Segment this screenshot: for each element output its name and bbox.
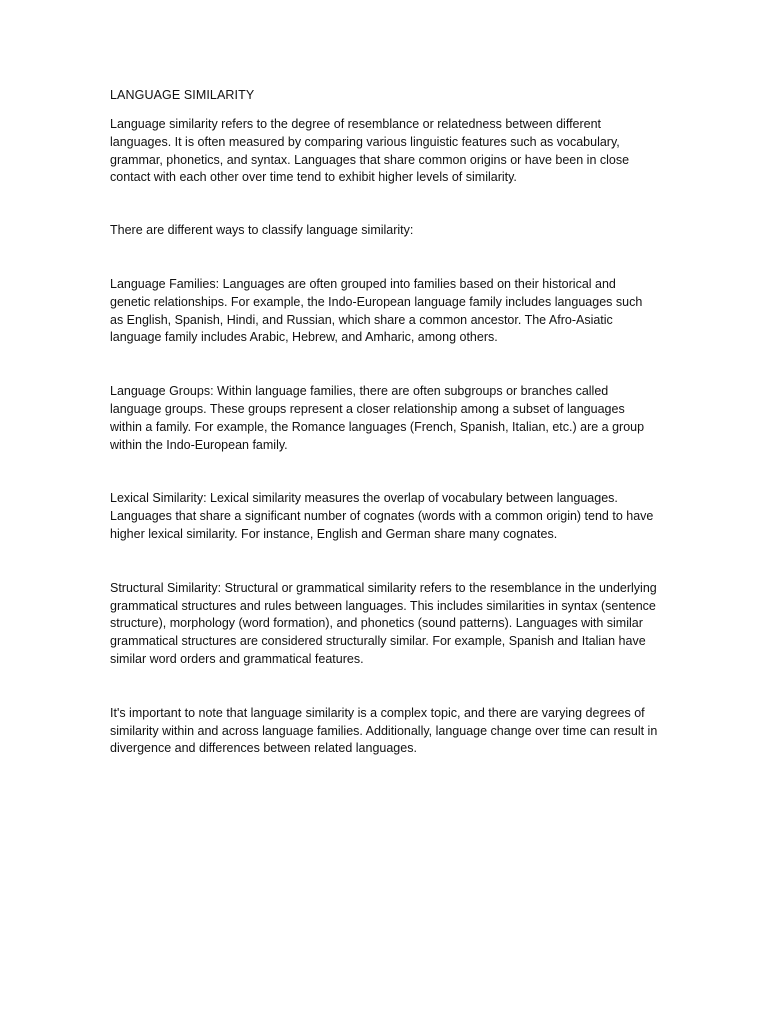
paragraph-spacer [110,347,658,383]
paragraph-conclusion: It's important to note that language similarity is a complex topic, and there are varying degrees of similarity within and across language families. Additionally, language change over time can result in divergence and differences between related languages. [110,705,658,756]
paragraph-intro: Language similarity refers to the degree of resemblance or relatedness between different languages. It is often measured by comparing various linguistic features such as vocabulary, grammar, phonetics, and syntax. Languages that share common origins or have been in close contact with each other over time tend to exhibit higher levels of similarity. [110,117,630,185]
paragraph-spacer [110,240,658,276]
paragraph-spacer [110,454,658,490]
paragraph-classify: There are different ways to classify language similarity: [110,223,414,238]
paragraph-spacer [110,544,658,580]
paragraph-spacer [110,187,658,222]
paragraph-language-families: Language Families: Languages are often grouped into families based on their historical and genetic relationships. For example, the Indo-European language family includes languages such as English, Spanish, Hindi, and Russian, which share a common ancestor. The Afro-Asiatic language family includes Arabic, Hebrew, and Amharic, among others. [110,276,643,345]
paragraph-language-groups: Language Groups: Within language families, there are often subgroups or branches called language groups. These groups represent a closer relationship among a subset of languages within a family. For example, the Romance languages (French, Spanish, Italian, etc.) are a group within the Indo-European family. [110,384,645,452]
document-body [110,86,658,758]
paragraph-spacer [110,669,658,705]
document-title: LANGUAGE SIMILARITY [110,88,255,102]
paragraph-lexical-similarity: Lexical Similarity: Lexical similarity measures the overlap of vocabulary between languages. Languages that share a significant number of cognates (words with a common origin) tend to have higher lexical similarity. For instance, English and German share many cognates. [110,491,654,541]
paragraph-structural-similarity: Structural Similarity: Structural or grammatical similarity refers to the resemblance in the underlying grammatical structures and rules between languages. This includes similarities in syntax (sentence structure), morphology (word formation), and phonetics (sound patterns). Languages with similar grammatical structures are considered structurally similar. For example, Spanish and Italian have similar word orders and grammatical features. [110,580,657,666]
